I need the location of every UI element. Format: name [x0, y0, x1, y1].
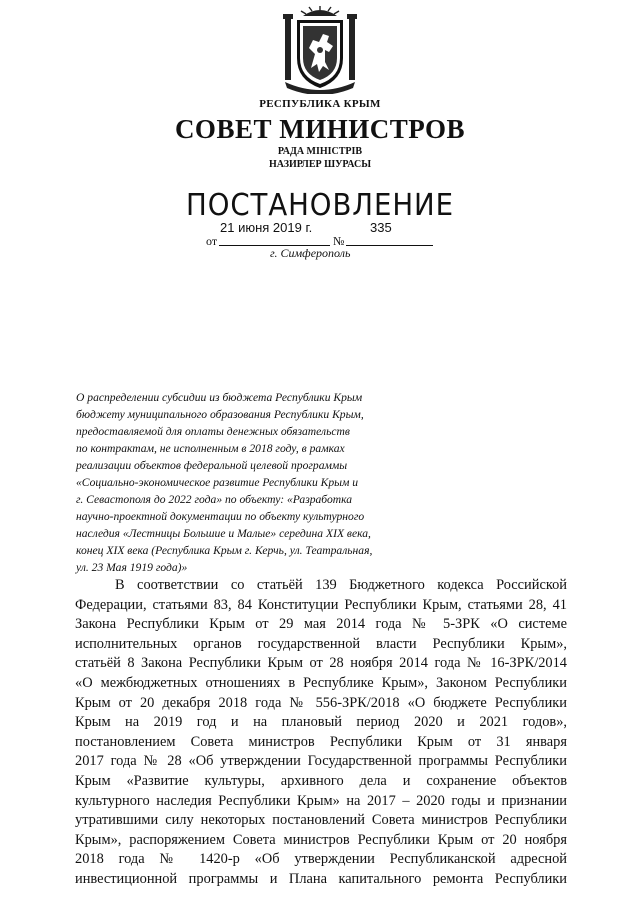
council-title-ua: РАДА МІНІСТРІВ [277, 146, 363, 157]
subject-line: по контрактам, не исполненным в 2018 году, в рамках [76, 442, 345, 455]
subject-line: г. Севастополя до 2022 года» по объекту: «Разработка [76, 493, 353, 506]
from-label: от [206, 234, 218, 248]
subject-line: предоставляемой для оплаты денежных обязательств [76, 425, 350, 438]
body-line: В соответствии со статьёй 139 Бюджетного кодекса Российской [115, 577, 567, 593]
date-number-row [200, 220, 440, 248]
council-title: СОВЕТ МИНИСТРОВ [174, 114, 466, 144]
subject-line: «Социально-экономическое развитие Республики Крым и [76, 476, 359, 489]
body-text [75, 576, 567, 890]
subject-line: бюджету муниципального образования Республики Крым, [76, 408, 364, 421]
number-label: № [333, 234, 345, 248]
crimea-coat-of-arms-icon [281, 6, 359, 94]
body-line: 2018 года № 1420-р «Об утверждении Республиканской адресной [75, 851, 567, 868]
subject-line: реализации объектов федеральной целевой программы [76, 459, 348, 472]
document-number: 335 [370, 220, 392, 235]
body-line: Крым «Развитие культуры, архивного дела и сохранение объектов [75, 772, 567, 789]
number-underline [346, 245, 433, 246]
city-label: г. Симферополь [270, 246, 351, 260]
subject-block [76, 389, 466, 576]
body-line: Закона Республики Крым от 29 мая 2014 года № 5-ЗРК «О системе [75, 616, 567, 633]
body-line: «О межбюджетных отношениях в Республике Крым», Законом Республики [75, 674, 567, 691]
body-line: исполнительных органов государственной власти Республики Крым», [75, 635, 567, 652]
body-line: 2017 года № 28 «Об утверждении Государственной программы Республики [75, 753, 567, 770]
body-line: утратившими силу некоторых постановлений Совета министров Республики [75, 812, 567, 829]
body-line: Крым», распоряжением Совета министров Республики Крым от 20 ноября [75, 831, 567, 848]
council-title-crh: НАЗИРЛЕР ШУРАСЫ [268, 159, 372, 170]
body-line: Федерации, статьями 83, 84 Конституции Республики Крым, статьями 28, 41 [75, 596, 567, 613]
subject-line: наследия «Лестницы Большие и Малые» середина XIX века, [76, 527, 371, 540]
body-line: Крым на 2019 год и на плановый период 2020 и 2021 годов», [75, 714, 567, 731]
republic-title: РЕСПУБЛИКА КРЫМ [259, 98, 381, 110]
body-line: Крым от 20 декабря 2018 года № 556-ЗРК/2018 «О бюджете Республики [75, 694, 567, 711]
body-line: инвестиционной программы и Плана капитального ремонта Республики [75, 870, 567, 887]
document-date: 21 июня 2019 г. [220, 220, 313, 235]
body-line: культурного наследия Республики Крым» на 2017 – 2020 годы и признании [75, 792, 567, 809]
body-line: постановлением Совета министров Республики Крым от 31 января [75, 733, 567, 750]
body-line: статьёй 8 Закона Республики Крым от 28 ноября 2014 года № 16-ЗРК/2014 [75, 655, 567, 672]
subject-line: конец XIX века (Республика Крым г. Керчь, ул. Театральная, [76, 544, 373, 557]
document-type-title: ПОСТАНОВЛЕНИЕ [186, 188, 454, 223]
subject-line: научно-проектной документации по объекту культурного [76, 510, 365, 523]
subject-line: ул. 23 Мая 1919 года)» [76, 561, 188, 574]
subject-line: О распределении субсидии из бюджета Республики Крым [76, 391, 363, 404]
